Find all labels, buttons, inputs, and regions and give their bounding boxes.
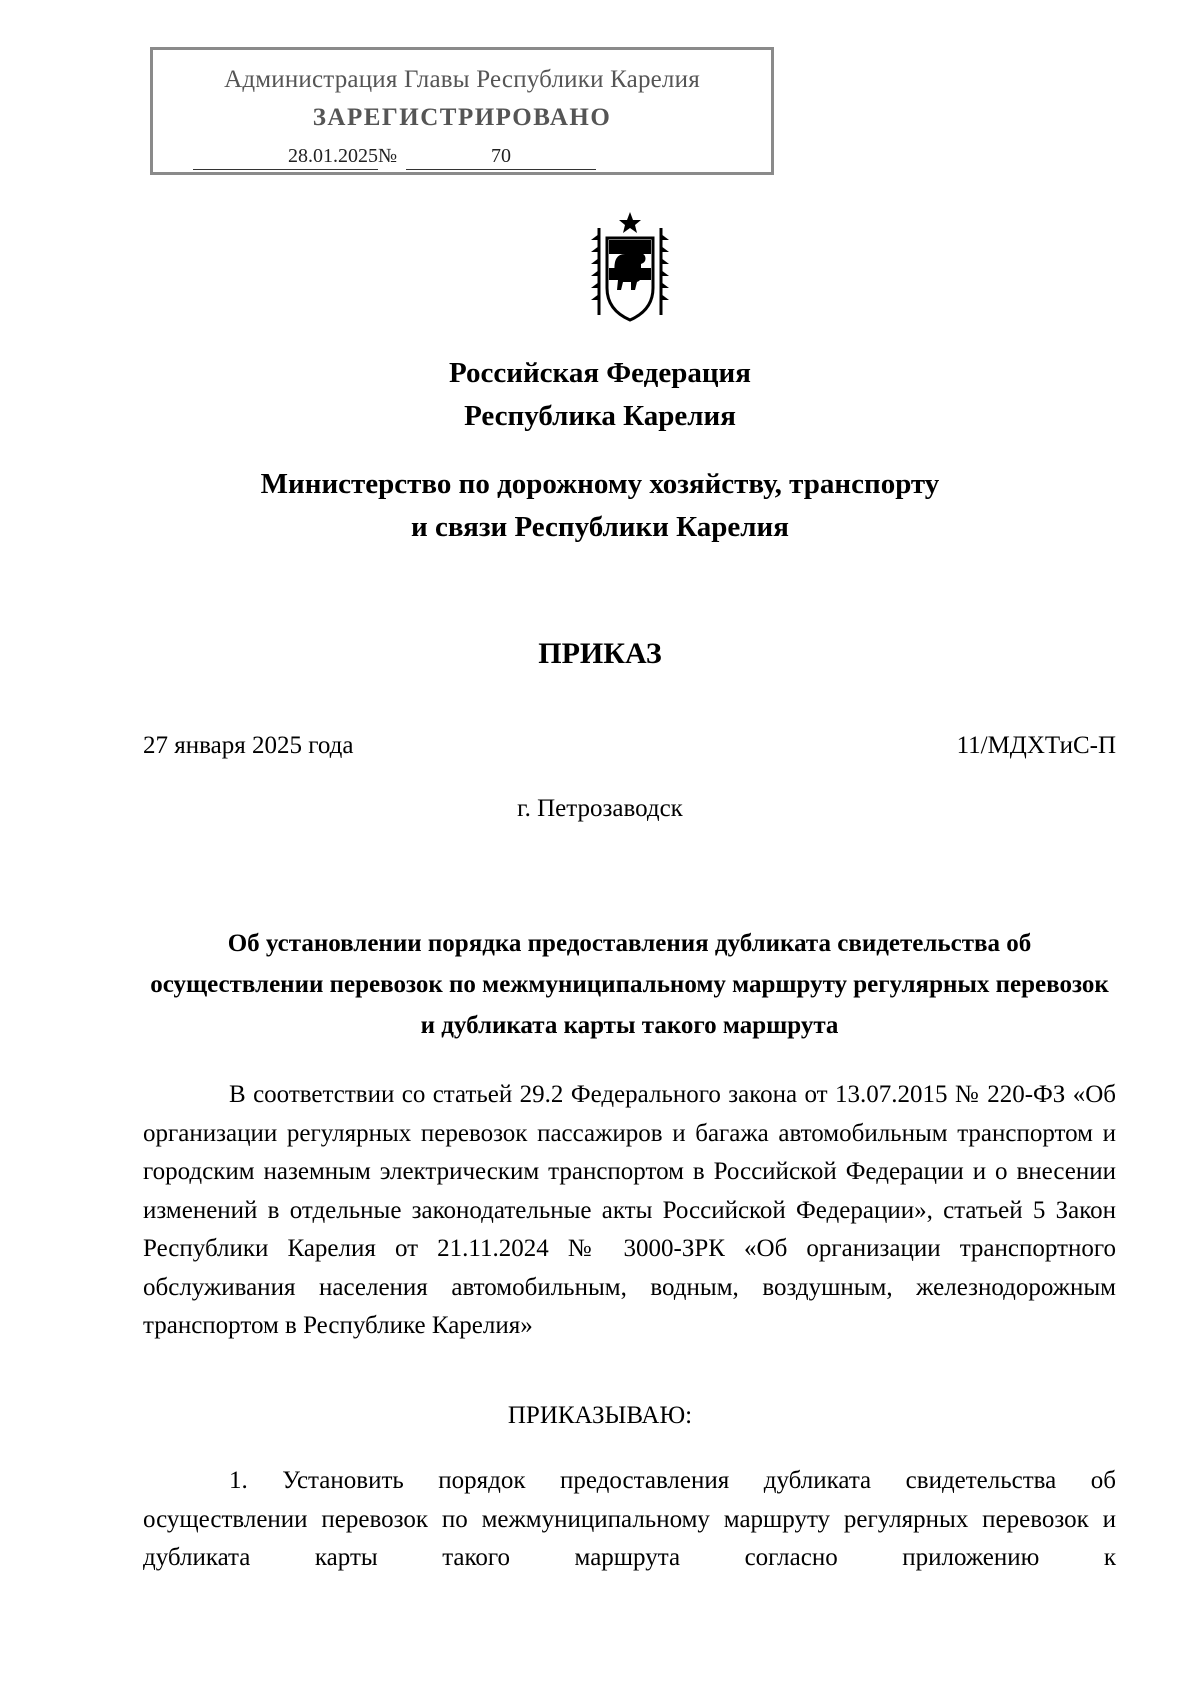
karelia-coat-of-arms-icon	[585, 210, 675, 325]
order-number: 11/МДХТиС-П	[956, 732, 1116, 759]
stamp-registered-label: ЗАРЕГИСТРИРОВАНО	[312, 104, 612, 131]
order-title: Об установлении порядка предоставления дубликата свидетельства об осуществлении перевозок по межмуниципальному маршруту регулярных перевозок и дубликата карты такого маршрута	[150, 930, 1109, 1039]
document-type: ПРИКАЗ	[538, 637, 662, 670]
stamp-number: 70	[406, 145, 596, 170]
registration-stamp	[150, 47, 774, 175]
stamp-number-sign: №	[378, 145, 398, 167]
order-item-1: 1. Установить порядок предоставления дубликата свидетельства об осуществлении перевозок по межмуниципальному маршруту регулярных перевозок и дубликата карты такого маршрута согласно приложению к	[143, 1467, 1116, 1571]
order-word: ПРИКАЗЫВАЮ:	[507, 1402, 693, 1429]
preamble-paragraph: В соответствии со статьей 29.2 Федерального закона от 13.07.2015 № 220-ФЗ «Об организации регулярных перевозок пассажиров и багажа автомобильным транспортом и городским наземным электрическим транспортом в Российской Федерации и о внесении изменений в отдельные законодательные акты Российской Федерации», статьей 5 Закон Республики Карелия от 21.11.2024 № 3000-ЗРК «Об организации транспортного обслуживания населения автомобильным, водным, воздушным, железнодорожным транспортом в Республике Карелия»	[143, 1081, 1116, 1339]
city: г. Петрозаводск	[517, 795, 683, 822]
ministry-name-line2: и связи Республики Карелия	[411, 511, 789, 543]
stamp-organization: Администрация Главы Республики Карелия	[224, 66, 700, 93]
ministry-name-line1: Министерство по дорожному хозяйству, транспорту	[260, 468, 940, 500]
header-country: Российская Федерация	[449, 357, 751, 389]
stamp-date: 28.01.2025	[193, 145, 378, 170]
order-date: 27 января 2025 года	[143, 732, 354, 759]
header-republic: Республика Карелия	[464, 400, 736, 432]
